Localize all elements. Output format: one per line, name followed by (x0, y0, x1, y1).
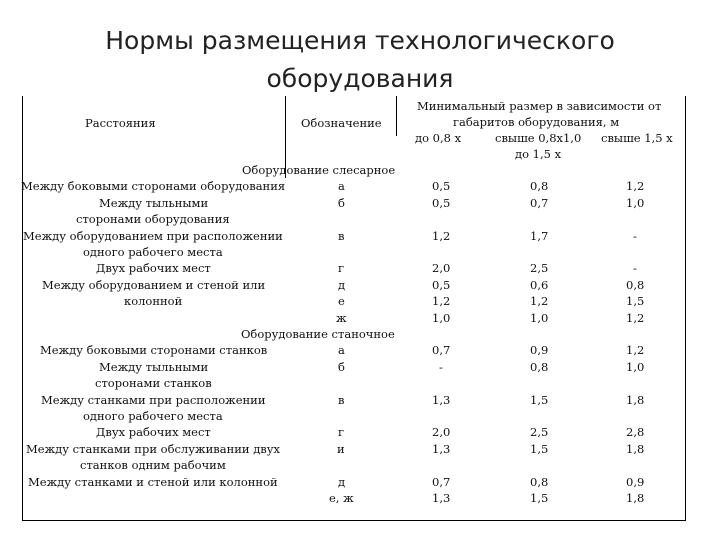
row-value-over-1-5: 1,2 (626, 343, 645, 358)
row-distance: одного рабочего места (83, 409, 223, 423)
row-distance: колонной (124, 294, 183, 309)
row-value-0-8-to-1-5: 0,8 (530, 474, 549, 489)
row-value-0-8-to-1-5: 1,0 (530, 310, 549, 325)
row-distance: Между тыльными (99, 195, 209, 210)
row-designation: д (338, 474, 346, 489)
row-designation: д (338, 277, 346, 292)
row-designation: б (338, 195, 345, 210)
row-value-over-1-5: 0,8 (626, 277, 645, 292)
header-sub-col-3: свыше 1,5 х (601, 131, 673, 145)
header-sub-col-2-line1: свыше 0,8х1,0 (495, 131, 582, 145)
title-line-1: Нормы размещения технологического (105, 26, 615, 55)
row-value-0-8-to-1-5: 0,9 (530, 343, 549, 358)
row-value-0-8-to-1-5: 0,7 (530, 195, 549, 210)
row-value-over-1-5: 0,9 (626, 474, 645, 489)
row-distance: Между станками при обслуживании двух (26, 441, 281, 456)
row-value-upto-0-8: 1,3 (432, 491, 451, 505)
section-title: Оборудование слесарное (242, 163, 396, 177)
row-designation: и (337, 441, 345, 456)
row-distance: одного рабочего места (83, 245, 223, 259)
row-distance: станков одним рабочим (80, 458, 226, 473)
row-value-upto-0-8: 0,7 (432, 343, 451, 358)
row-value-upto-0-8: 1,3 (432, 392, 451, 407)
row-value-over-1-5: 1,2 (626, 179, 645, 194)
row-value-over-1-5: 1,2 (626, 310, 645, 325)
row-distance: Между станками и стеной или колонной (28, 474, 278, 489)
header-min-size-line2: габаритов оборудования, м (453, 115, 620, 129)
row-value-0-8-to-1-5: 0,8 (530, 179, 549, 194)
row-designation: г (338, 261, 345, 276)
row-value-upto-0-8: - (439, 359, 443, 374)
row-designation: а (338, 179, 345, 194)
row-value-over-1-5: - (633, 228, 637, 243)
header-sub-col-1: до 0,8 х (415, 131, 462, 145)
row-distance: сторонами оборудования (76, 212, 230, 227)
row-value-upto-0-8: 2,0 (432, 261, 451, 276)
row-value-over-1-5: 1,0 (626, 359, 645, 374)
row-value-over-1-5: 1,5 (626, 294, 645, 309)
row-distance: Двух рабочих мест (96, 425, 211, 440)
row-value-upto-0-8: 0,5 (432, 277, 451, 292)
row-value-over-1-5: 1,8 (626, 392, 645, 407)
row-value-over-1-5: 2,8 (626, 425, 645, 440)
slide-title (0, 22, 720, 98)
row-value-upto-0-8: 0,5 (432, 179, 451, 194)
row-distance: Между оборудованием при расположении (23, 228, 283, 243)
row-value-over-1-5: - (633, 261, 637, 276)
row-distance: Между боковыми сторонами станков (40, 343, 268, 358)
title-line-2: оборудования (266, 64, 454, 93)
row-distance: Между оборудованием и стеной или (42, 277, 266, 292)
row-designation: в (338, 228, 345, 243)
header-distance: Расстояния (85, 116, 156, 130)
row-value-0-8-to-1-5: 0,6 (530, 277, 549, 292)
row-value-upto-0-8: 1,0 (432, 310, 451, 325)
row-value-upto-0-8: 1,3 (432, 441, 451, 456)
row-distance: Двух рабочих мест (96, 261, 211, 276)
row-designation: б (338, 359, 345, 374)
row-value-over-1-5: 1,8 (626, 491, 645, 505)
row-designation: в (338, 392, 345, 407)
row-distance: Между боковыми сторонами оборудования (21, 179, 286, 194)
row-distance: сторонами станков (95, 376, 212, 391)
row-value-0-8-to-1-5: 2,5 (530, 425, 549, 440)
norms-table (22, 96, 686, 521)
row-value-0-8-to-1-5: 0,8 (530, 359, 549, 374)
row-value-upto-0-8: 1,2 (432, 228, 451, 243)
row-value-0-8-to-1-5: 2,5 (530, 261, 549, 276)
row-distance: Между тыльными (99, 359, 209, 374)
row-value-0-8-to-1-5: 1,7 (530, 228, 549, 243)
row-designation: а (338, 343, 345, 358)
row-value-0-8-to-1-5: 1,5 (530, 441, 549, 456)
row-designation: е (338, 294, 345, 309)
header-sub-col-2-line2: до 1,5 х (515, 147, 562, 161)
row-value-0-8-to-1-5: 1,5 (530, 392, 549, 407)
row-value-0-8-to-1-5: 1,5 (530, 491, 549, 505)
row-value-over-1-5: 1,0 (626, 195, 645, 210)
row-distance: Между станками при расположении (41, 392, 266, 407)
section-title: Оборудование станочное (241, 327, 395, 341)
header-min-size-line1: Минимальный размер в зависимости от (417, 99, 662, 113)
row-value-upto-0-8: 0,5 (432, 195, 451, 210)
row-designation: е, ж (329, 491, 354, 505)
row-value-upto-0-8: 0,7 (432, 474, 451, 489)
col-divider-2 (396, 96, 397, 136)
row-designation: г (338, 425, 345, 440)
row-designation: ж (336, 310, 347, 325)
row-value-0-8-to-1-5: 1,2 (530, 294, 549, 309)
row-value-upto-0-8: 2,0 (432, 425, 451, 440)
row-value-upto-0-8: 1,2 (432, 294, 451, 309)
header-designation: Обозначение (301, 116, 382, 130)
row-value-over-1-5: 1,8 (626, 441, 645, 456)
